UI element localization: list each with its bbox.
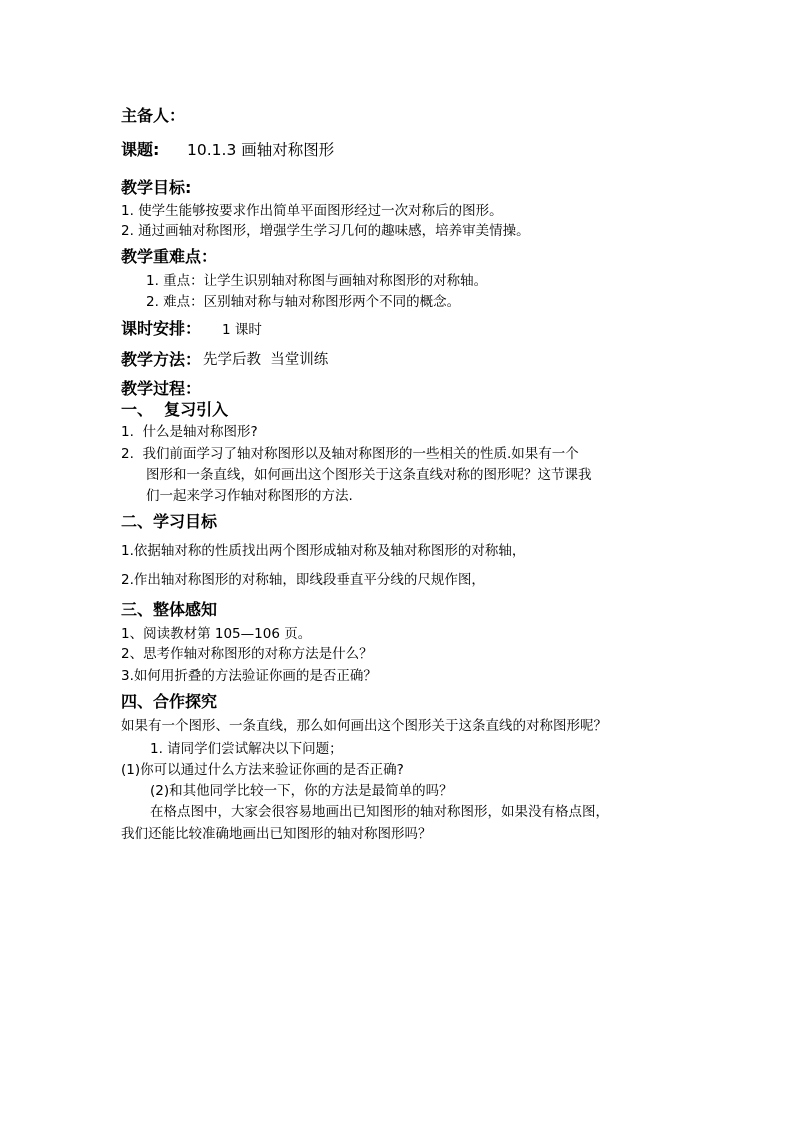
- key-points-heading: 教学重难点：: [121, 247, 218, 266]
- list-item: 1. 什么是轴对称图形?: [121, 424, 258, 440]
- preparer-label: 主备人：: [121, 106, 186, 125]
- paragraph-line: 在格点图中，大家会很容易地画出已知图形的轴对称图形，如果没有格点图，: [150, 804, 609, 820]
- list-item: 2、思考作轴对称图形的对称方法是什么？: [121, 646, 373, 662]
- objective-item: 1. 使学生能够按要求作出简单平面图形经过一次对称后的图形。: [121, 203, 503, 219]
- paragraph-line: (1)你可以通过什么方法来验证你画的是否正确?: [121, 762, 404, 778]
- schedule-label: 课时安排：: [121, 319, 202, 338]
- process-heading: 教学过程：: [121, 379, 202, 398]
- list-item-continued: 们一起来学习作轴对称图形的方法.: [146, 488, 353, 504]
- objectives-heading: 教学目标:: [121, 178, 192, 197]
- key-point-item: 1. 重点：让学生识别轴对称图与画轴对称图形的对称轴。: [146, 273, 488, 289]
- section-title: 二、学习目标: [121, 512, 218, 531]
- schedule-value: 1 课时: [222, 322, 262, 338]
- paragraph-line: (2)和其他同学比较一下，你的方法是最简单的吗？: [150, 783, 453, 799]
- objective-item: 2. 通过画轴对称图形，增强学生学习几何的趣味感，培养审美情操。: [121, 223, 530, 239]
- topic-label: 课题:: [121, 140, 160, 159]
- paragraph-line: 如果有一个图形、一条直线，那么如何画出这个图形关于这条直线的对称图形呢？: [121, 718, 607, 734]
- list-item: 1、阅读教材第 105—106 页。: [121, 626, 312, 642]
- method-label: 教学方法：: [121, 350, 202, 369]
- list-item-continued: 图形和一条直线，如何画出这个图形关于这条直线对称的图形呢？这节课我: [146, 467, 592, 483]
- list-item: 2. 我们前面学习了轴对称图形以及轴对称图形的一些相关的性质.如果有一个: [121, 446, 579, 462]
- paragraph-line: 我们还能比较准确地画出已知图形的轴对称图形吗？: [121, 826, 432, 842]
- section-title: 三、整体感知: [121, 600, 218, 619]
- method-value: 先学后教 当堂训练: [203, 352, 329, 368]
- list-item: 2.作出轴对称图形的对称轴，即线段垂直平分线的尺规作图，: [121, 572, 485, 588]
- section-title: 四、合作探究: [121, 692, 218, 711]
- list-item: 3.如何用折叠的方法验证你画的是否正确？: [121, 668, 377, 684]
- paragraph-line: 1. 请同学们尝试解决以下问题；: [150, 741, 343, 757]
- topic-title: 10.1.3 画轴对称图形: [187, 141, 335, 159]
- key-point-item: 2. 难点：区别轴对称与轴对称图形两个不同的概念。: [146, 294, 461, 310]
- list-item: 1.依据轴对称的性质找出两个图形成轴对称及轴对称图形的对称轴，: [121, 543, 526, 559]
- section-title: 一、 复习引入: [121, 400, 229, 419]
